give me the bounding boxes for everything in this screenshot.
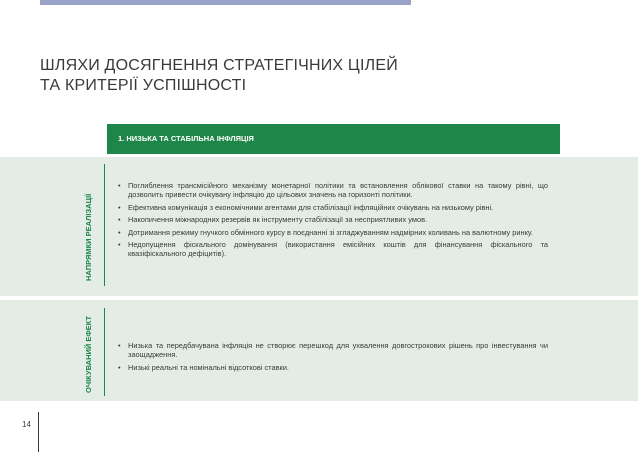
directions-list	[118, 181, 548, 262]
outcome-item: • Низька та передбачувана інфляція не створює перешкод для ухвалення довгострокових рішень про інвестування чи заощадження.	[118, 341, 548, 360]
outcome-divider	[104, 308, 105, 396]
page-title	[40, 56, 398, 96]
page-title-line-2: ТА КРИТЕРІЇ УСПІШНОСТІ	[40, 77, 247, 94]
directions-item: • Недопущення фіскального домінування (використання емісійних коштів для фінансування фіскального та квазіфіскального дефіцитів).	[118, 240, 548, 259]
directions-item: • Поглиблення трансмісійного механізму монетарної політики та встановлення облікової ставки на такому рівні, що дозволить привести очікувану інфляцію до цільових значень на горизонті політики.	[118, 181, 548, 200]
directions-item: • Дотримання режиму гнучкого обмінного курсу в поєднанні зі згладжуванням надмірних коливань на валютному ринку.	[118, 228, 548, 237]
outcome-list	[118, 341, 548, 375]
outcome-label: ОЧІКУВАНИЙ ЕФЕКТ	[84, 315, 93, 393]
directions-divider	[104, 164, 105, 286]
page-title-line-1: ШЛЯХИ ДОСЯГНЕННЯ СТРАТЕГІЧНИХ ЦІЛЕЙ	[40, 57, 398, 74]
directions-label: НАПРЯМКИ РЕАЛІЗАЦІЇ	[84, 193, 93, 281]
directions-item: • Ефективна комунікація з економічними агентами для стабілізації інфляційних очікувань на низькому рівні.	[118, 203, 548, 212]
page-number-divider	[38, 412, 39, 452]
section-header: 1. НИЗЬКА ТА СТАБІЛЬНА ІНФЛЯЦІЯ	[107, 124, 560, 154]
directions-item: • Накопичення міжнародних резервів як інструменту стабілізації за несприятливих умов.	[118, 215, 548, 224]
page-number: 14	[22, 420, 31, 429]
top-decorative-bar	[40, 0, 411, 5]
outcome-item: • Низькі реальні та номінальні відсоткові ставки.	[118, 363, 548, 372]
